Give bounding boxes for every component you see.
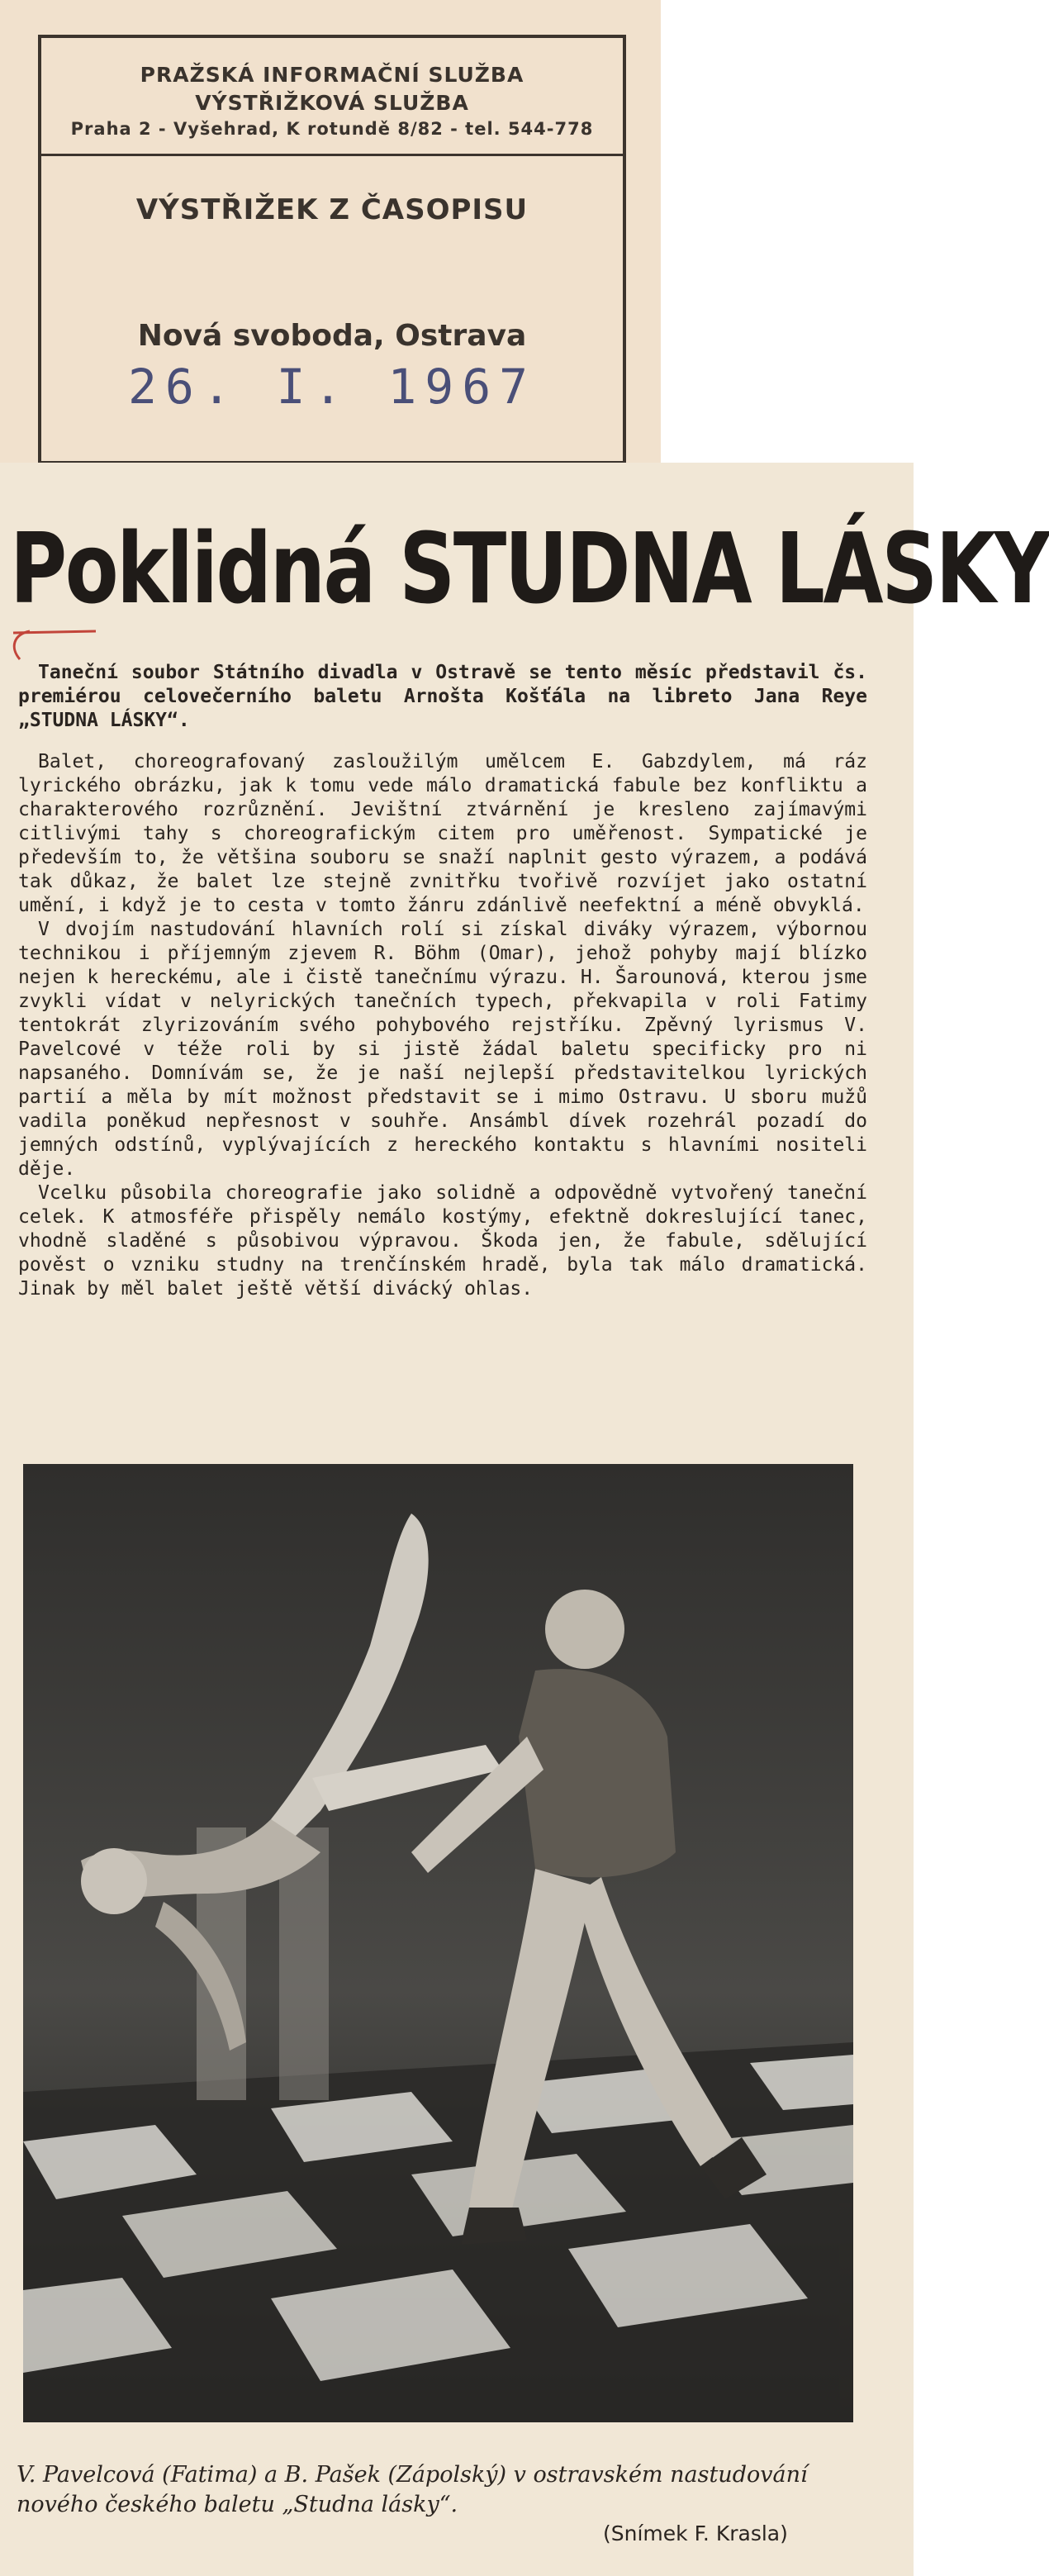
- ballet-dancers-image: [23, 1464, 853, 2422]
- clip-heading: VÝSTŘIŽEK Z ČASOPISU: [135, 193, 529, 226]
- agency-address: Praha 2 - Vyšehrad, K rotundě 8/82 - tel. 544-778: [70, 119, 594, 139]
- source-publication: Nová svoboda, Ostrava: [137, 319, 527, 353]
- agency-name: PRAŽSKÁ INFORMAČNÍ SLUŽBA: [140, 63, 524, 87]
- background-margin: [661, 0, 914, 487]
- article-lead: Taneční soubor Státního divadla v Ostravě se tento měsíc představil čs. premiérou celovečerního baletu Arnošta Košťála na libreto Jana Reye „STUDNA LÁSKY“.: [18, 662, 867, 731]
- article-paragraph: Balet, choreografovaný zasloužilým umělcem E. Gabzdylem, má ráz lyrického obrázku, jak k tomu vede málo dramatická fabule bez konfliktu a charakterového rozrůznění. Jevištní ztvárnění je kresleno zajímavými citlivými tahy s choreografickým citem pro uměřenost. Sympatické je především to, že většina souboru se snaží naplnit gesto výrazem, a podává tak důkaz, že balet lze stejně zvnitřku tvořivě rozvíjet jako ostatní umění, i když je to cesta v tomto žánru zdánlivě neefektní a méně obvyklá.: [18, 751, 867, 916]
- agency-subtitle: VÝSTŘIŽKOVÁ SLUŽBA: [195, 91, 469, 115]
- clipping-service-stamp: [38, 35, 626, 464]
- article-body: [18, 750, 867, 1301]
- photo-caption: V. Pavelcová (Fatima) a B. Pašek (Zápolský) v ostravském nastudování nového českého baletu „Studna lásky“.: [17, 2462, 808, 2517]
- photo-credit: (Snímek F. Krasla): [603, 2521, 788, 2545]
- date-stamp: 26. I. 1967: [127, 359, 537, 415]
- article-paragraph: Vcelku působila choreografie jako solidně a odpovědně vytvořený taneční celek. K atmosféře přispěly nemálo kostýmy, efektně dokreslující tanec, vhodně sladěné s působivou výpravou. Škoda jen, že fabule, sdělující pověst o vzniku studny na trenčínském hradě, byla tak málo dramatická. Jinak by měl balet ještě větší divácký ohlas.: [18, 1182, 867, 1300]
- divider: [41, 154, 623, 156]
- clipping-service-slip: [0, 0, 671, 487]
- article-paragraph: V dvojím nastudování hlavních rolí si získal diváky výrazem, výbornou technikou i příjemným zjevem R. Böhm (Omar), jehož pohyby mají blízko nejen k hereckému, ale i čistě tanečnímu výrazu. H. Šarounová, kterou jsme zvykli vídat v nelyrických tanečních typech, překvapila v roli Fatimy tentokrát zlyrizováním svého pohybového rejstříku. Zpěvný lyrismus V. Pavelcové v téže roli by si jistě žádal baletu specificky pro ni napsaného. Domnívám se, že je naší nejlepší představitelkou lyrických partií a měla by mít možnost představit se i mimo Ostravu. U sboru mužů vadila poněkud nepřesnost v souhře. Ansámbl dívek rozehrál pozadí do jemných odstínů, vyplývajících z hereckého kontaktu s hlavními nositeli děje.: [18, 919, 867, 1180]
- article-headline: Poklidná STUDNA LÁSKY: [10, 511, 1049, 625]
- red-pen-mark: [5, 628, 170, 661]
- ballet-photo: [23, 1464, 853, 2422]
